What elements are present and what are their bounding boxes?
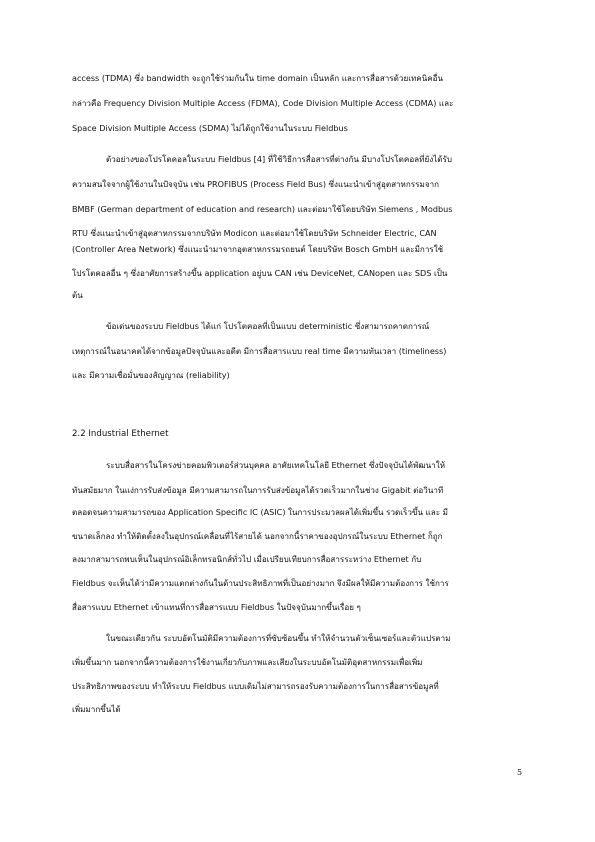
paragraph-line: ความสนใจจากผู้ใช้งานในปัจจุบัน เช่น PROFIBUS (Process Field Bus) ซึ่งแนะนำเข้าสู่อุตสาหกรรมจาก bbox=[72, 179, 440, 189]
paragraph-line: Space Division Multiple Access (SDMA) ไม่ได้ถูกใช้งานในระบบ Fieldbus bbox=[72, 123, 348, 133]
paragraph-line: ขนาดเล็กลง ทำให้ติดตั้งลงในอุปกรณ์เคลื่อนที่ไร้สายได้ นอกจากนี้ราคาของอุปกรณ์ในระบบ Ethernet ก็ถูก bbox=[72, 531, 443, 541]
paragraph-line: ระบบสื่อสารในโครงข่ายคอมพิวเตอร์ส่วนบุคคล อาศัยเทคโนโลยี Ethernet ซึ่งปัจจุบันได้พัฒนาให้ bbox=[106, 460, 446, 470]
paragraph-line: (Controller Area Network) ซึ่งแนะนำมาจากอุตสาหกรรมรถยนต์ โดยบริษัท Bosch GmbH และมีการใช้ bbox=[72, 244, 444, 254]
paragraph-line: ทันสมัยมาก ในแง่การรับส่งข้อมูล มีความสามารถในการรับส่งข้อมูลได้รวดเร็วมากในช่วง Gigabit ต่อวินาที bbox=[72, 485, 444, 495]
paragraph-line: เหตุการณ์ในอนาคตได้จากข้อมูลปัจจุบันและอดีต มีการสื่อสารแบบ real time มีความทันเวลา (timeliness) bbox=[72, 346, 447, 356]
paragraph-line: ลงมากสามารถพบเห็นในอุปกรณ์อิเล็กทรอนิกส์ทั่วไป เมื่อเปรียบเทียบการสื่อสารระหว่าง Ethernet กับ bbox=[72, 554, 422, 564]
paragraph-line: access (TDMA) ซึ่ง bandwidth จะถูกใช้ร่วมกันใน time domain เป็นหลัก และการสื่อสารด้วยเทคนิคอื่น bbox=[72, 73, 444, 83]
paragraph-line: ตลอดจนความสามารถของ Application Specific IC (ASIC) ในการประมวลผลได้เพิ่มขึ้น รวดเร็วขึ้น และ มี bbox=[72, 507, 448, 517]
paragraph-line: ตัวอย่างของโปรโตคอลในระบบ Fieldbus [4] ที่ใช้วิธีการสื่อสารที่ต่างกัน มีบางโปรโตคอลที่ยังได้รับ bbox=[106, 154, 452, 164]
paragraph-line: ข้อเด่นของระบบ Fieldbus ได้แก่ โปรโตคอลที่เป็นแบบ deterministic ซึ่งสามารถคาดการณ์ bbox=[106, 321, 430, 331]
paragraph-line: ประสิทธิภาพของระบบ ทำให้ระบบ Fieldbus แบบเดิมไม่สามารถรองรับความต้องการในการสื่อสารข้อมูลที่ bbox=[72, 681, 439, 691]
paragraph-line: ในขณะเดียวกัน ระบบอัตโนมัติมีความต้องการที่ซับซ้อนขึ้น ทำให้จำนวนตัวเซ็นเซอร์และตัวแปรตาม bbox=[106, 633, 451, 643]
paragraph-line: เพิ่มมากขึ้นได้ bbox=[72, 704, 121, 714]
paragraph-line: RTU ซึ่งแนะนำเข้าสู่อุตสาหกรรมจากบริษัท Modicon และต่อมาใช้โดยบริษัท Schneider Electric, CAN bbox=[72, 228, 437, 238]
page-number: 5 bbox=[517, 768, 523, 777]
paragraph-line: และ มีความเชื่อมั่นของสัญญาณ (reliability) bbox=[72, 370, 230, 380]
section-heading: 2.2 Industrial Ethernet bbox=[72, 429, 169, 439]
paragraph-line: โปรโตคอลอื่น ๆ ซึ่งอาศัยการสร้างขึ้น application อยู่บน CAN เช่น DeviceNet, CANopen และ SDS เป็น bbox=[72, 268, 448, 278]
paragraph-line: ต้น bbox=[72, 290, 83, 300]
paragraph-line: สื่อสารแบบ Ethernet เข้าแทนที่การสื่อสารแบบ Fieldbus ในปัจจุบันมากขึ้นเรื่อย ๆ bbox=[72, 602, 361, 612]
paragraph-line: BMBF (German department of education and research) และต่อมาใช้โดยบริษัท Siemens , Modbus bbox=[72, 204, 453, 214]
paragraph-line: กล่าวคือ Frequency Division Multiple Access (FDMA), Code Division Multiple Access (CDMA) และ bbox=[72, 98, 454, 108]
paragraph-line: เพิ่มขึ้นมาก นอกจากนี้ความต้องการใช้งานเกี่ยวกับภาพและเสียงในระบบอัตโนมัติอุตสาหกรรมเพื่อเพิ่ม bbox=[72, 657, 423, 667]
paragraph-line: Fieldbus จะเห็นได้ว่ามีความแตกต่างกันในด้านประสิทธิภาพที่เป็นอย่างมาก จึงมีผลให้มีความต้องการ ใช้การ bbox=[72, 578, 449, 588]
